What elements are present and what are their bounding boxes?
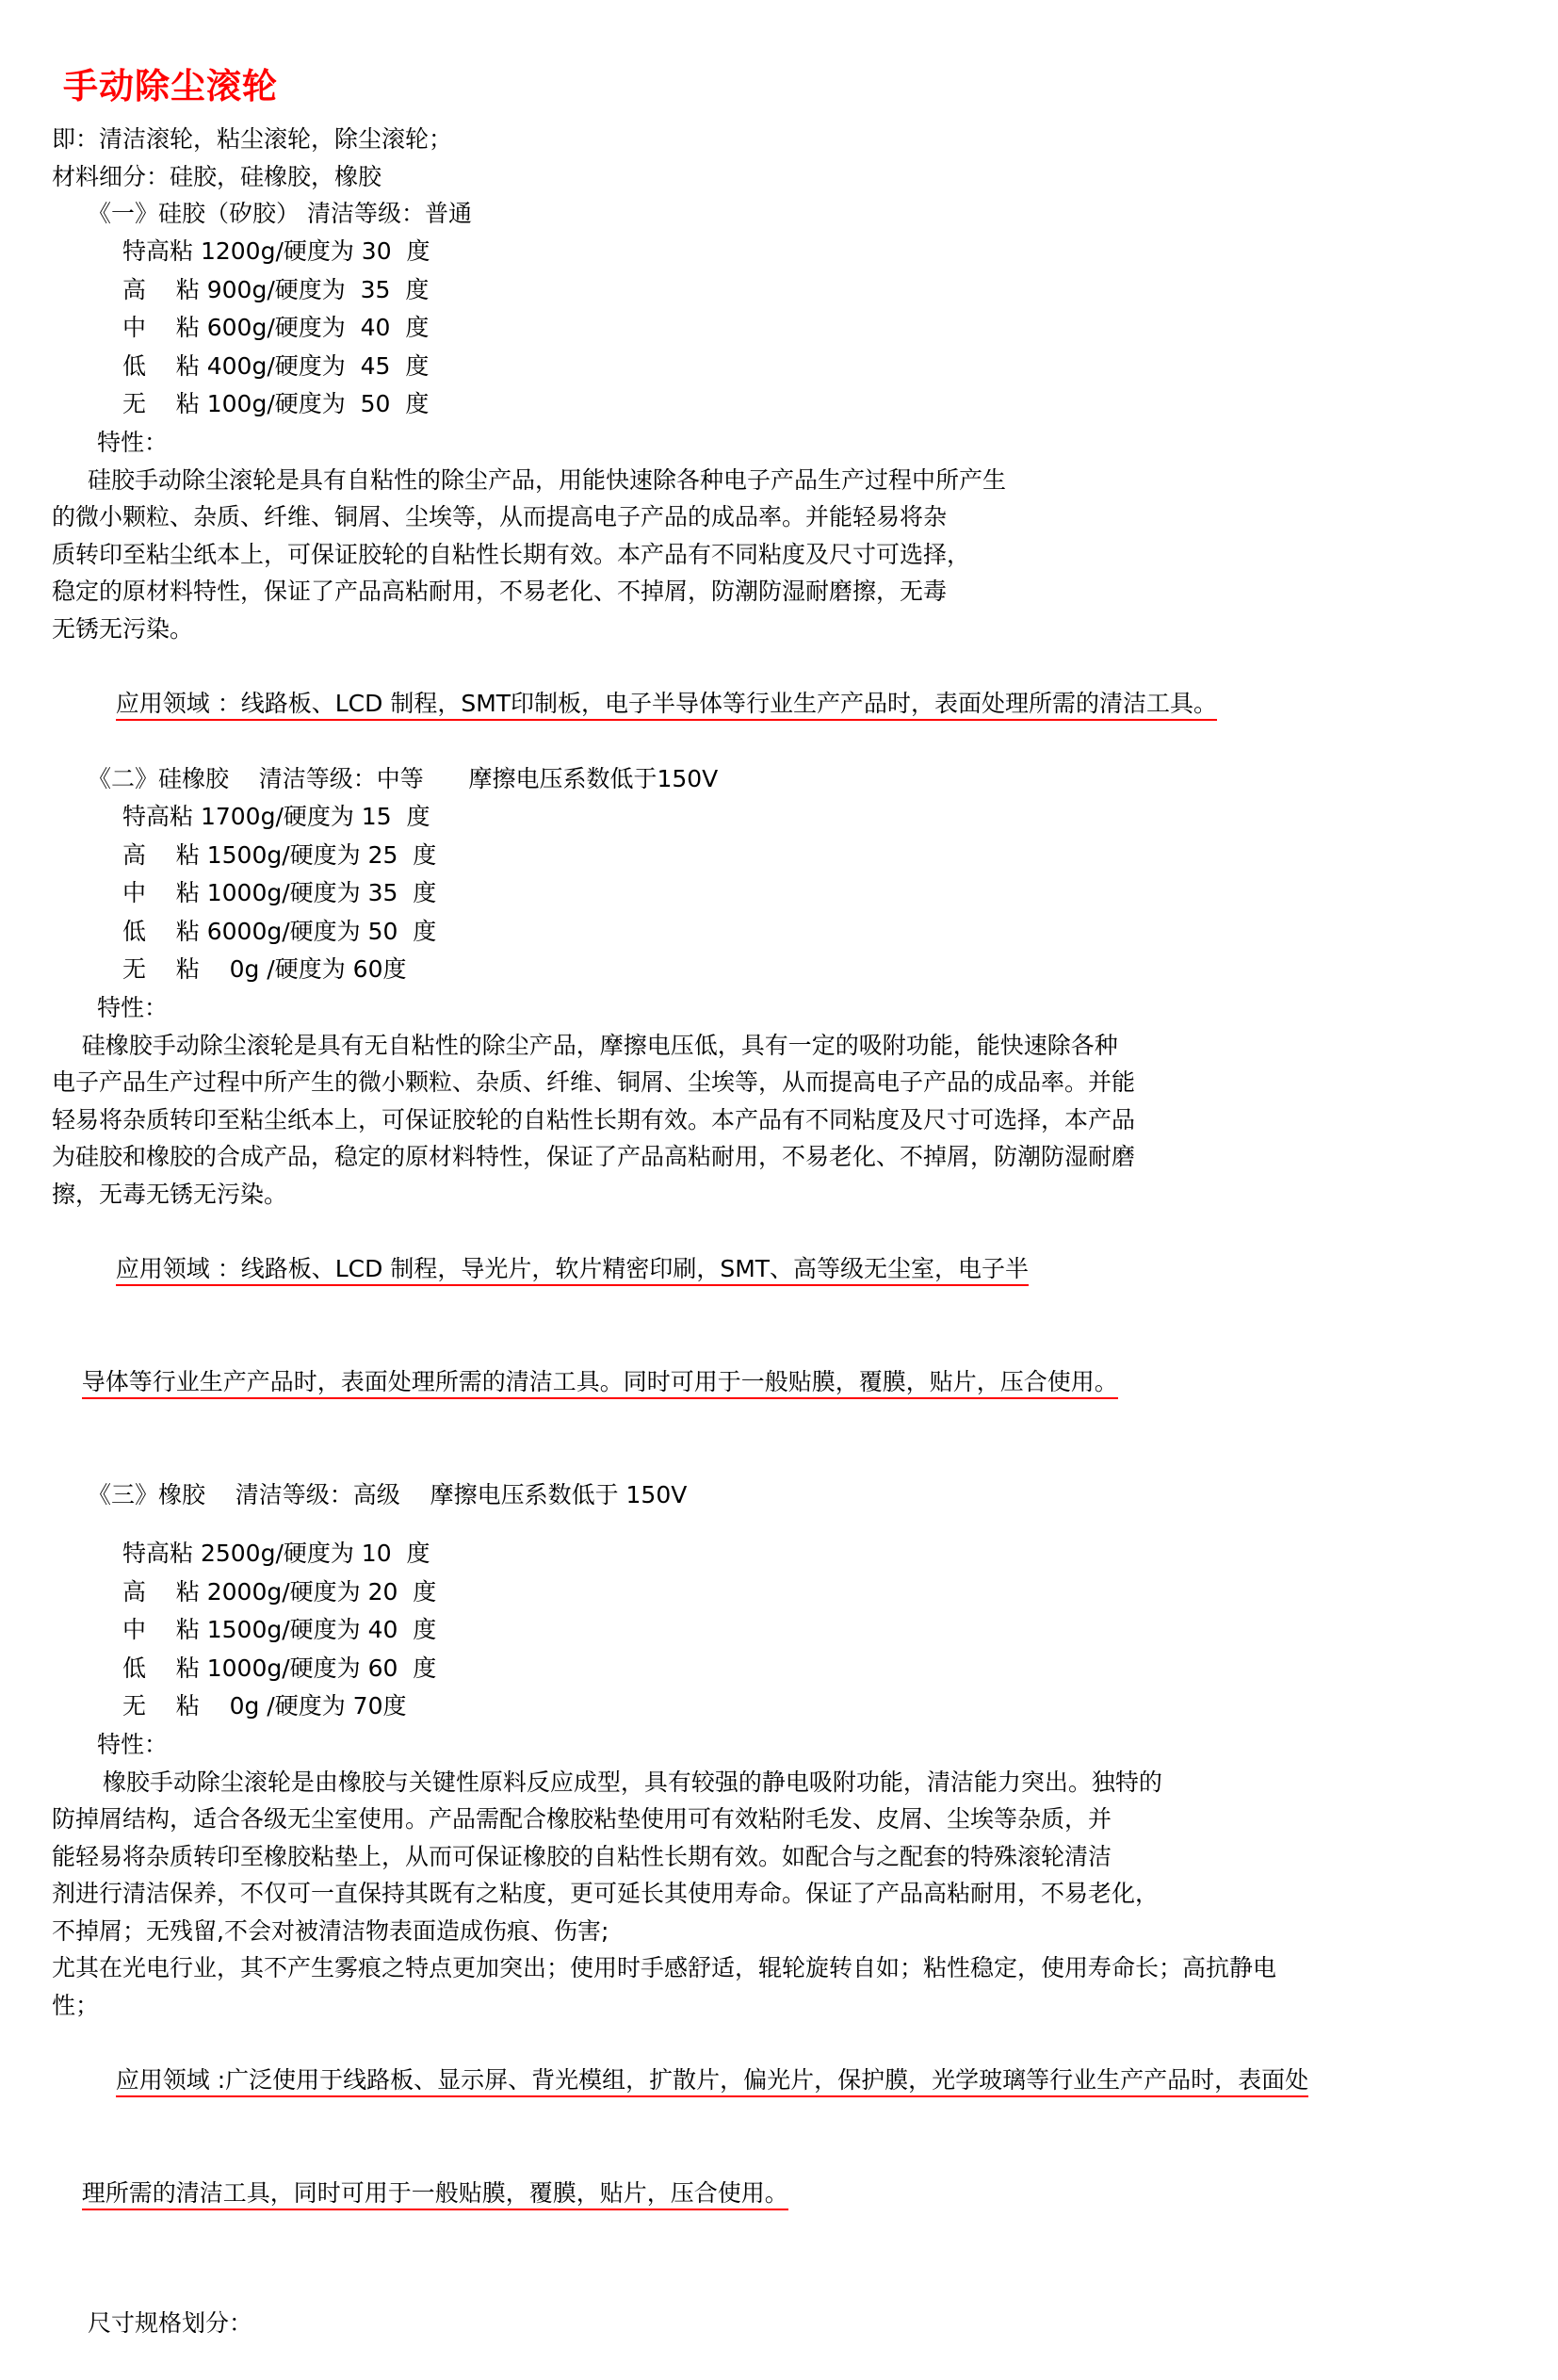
feature-text: 擦，无毒无锈无污染。 xyxy=(52,1180,288,1208)
spec-row: 中 粘 1500g/硬度为 40 度 xyxy=(122,1616,437,1644)
spec-row: 中 粘 600g/硬度为 40 度 xyxy=(122,314,430,342)
footer-line: 尺寸规格划分： xyxy=(88,2309,253,2338)
feature-text: 稳定的原材料特性，保证了产品高粘耐用，不易老化、不掉屑，防潮防湿耐磨擦，无毒 xyxy=(52,578,948,606)
spec-row: 无 粘 100g/硬度为 50 度 xyxy=(122,390,430,418)
page-title: 手动除尘滚轮 xyxy=(63,66,278,106)
intro-line-2: 材料细分：硅胶，硅橡胶，橡胶 xyxy=(52,162,382,190)
feature-text: 硅橡胶手动除尘滚轮是具有无自粘性的除尘产品，摩擦电压低，具有一定的吸附功能，能快速除各种 xyxy=(52,1031,1118,1059)
feature-text: 剂进行清洁保养，不仅可一直保持其既有之粘度，更可延长其使用寿命。保证了产品高粘耐用，不易老化， xyxy=(52,1880,1160,1908)
section-heading-1: 《一》硅胶（矽胶） 清洁等级：普通 xyxy=(88,200,472,228)
application-line: 应用领域 ：线路板、LCD 制程，SMT印制板，电子半导体等行业生产产品时，表面处理所需的清洁工具。 xyxy=(116,690,1217,721)
feature-text: 能轻易将杂质转印至橡胶粘垫上，从而可保证橡胶的自粘性长期有效。如配合与之配套的特殊滚轮清洁 xyxy=(52,1842,1112,1870)
feature-text: 无锈无污染。 xyxy=(52,614,194,643)
spec-row: 中 粘 1000g/硬度为 35 度 xyxy=(122,879,437,907)
application-block-3b xyxy=(52,2137,1506,2250)
feature-text: 不掉屑；无残留,不会对被清洁物表面造成伤痕、伤害; xyxy=(52,1916,609,1945)
spec-row: 低 粘 400g/硬度为 45 度 xyxy=(122,351,430,380)
feature-text: 防掉屑结构，适合各级无尘室使用。产品需配合橡胶粘垫使用可有效粘附毛发、皮屑、尘埃等杂质，并 xyxy=(52,1805,1112,1834)
application-line: 应用领域 ：线路板、LCD 制程，导光片，软片精密印刷，SMT、高等级无尘室，电子半 xyxy=(116,1255,1029,1286)
feature-label-1: 特性： xyxy=(97,428,169,456)
spec-row: 特高粘 1700g/硬度为 15 度 xyxy=(122,803,430,831)
spec-row: 无 粘 0g /硬度为 70度 xyxy=(122,1692,407,1720)
spec-row: 高 粘 2000g/硬度为 20 度 xyxy=(122,1577,437,1606)
spacer xyxy=(52,1514,1506,1535)
feature-text: 尤其在光电行业，其不产生雾痕之特点更加突出；使用时手感舒适，辊轮旋转自如；粘性稳定，使用寿命长；高抗静电 xyxy=(52,1954,1277,1982)
section-heading-3: 《三》橡胶 清洁等级：高级 摩擦电压系数低于 150V xyxy=(88,1481,688,1509)
spec-row: 低 粘 1000g/硬度为 60 度 xyxy=(122,1654,437,1682)
spacer xyxy=(52,2250,1506,2305)
feature-label-3: 特性： xyxy=(97,1730,169,1758)
feature-text: 质转印至粘尘纸本上，可保证胶轮的自粘性长期有效。本产品有不同粘度及尺寸可选择， xyxy=(52,540,971,568)
intro-line-1: 即：清洁滚轮，粘尘滚轮，除尘滚轮； xyxy=(52,125,453,154)
spacer xyxy=(52,1439,1506,1476)
feature-text: 橡胶手动除尘滚轮是由橡胶与关键性原料反应成型，具有较强的静电吸附功能，清洁能力突出。独特的 xyxy=(88,1768,1162,1796)
feature-label-2: 特性： xyxy=(97,993,169,1021)
feature-text: 性； xyxy=(52,1991,100,2019)
feature-text: 轻易将杂质转印至粘尘纸本上，可保证胶轮的自粘性长期有效。本产品有不同粘度及尺寸可选择，本产品 xyxy=(52,1105,1136,1133)
feature-text: 硅胶手动除尘滚轮是具有自粘性的除尘产品，用能快速除各种电子产品生产过程中所产生 xyxy=(88,465,1007,494)
spec-row: 无 粘 0g /硬度为 60度 xyxy=(122,955,407,984)
application-line: 导体等行业生产产品时，表面处理所需的清洁工具。同时可用于一般贴膜，覆膜，贴片，压合使用。 xyxy=(82,1368,1118,1399)
feature-text: 为硅胶和橡胶的合成产品，稳定的原材料特性，保证了产品高粘耐用，不易老化、不掉屑，防潮防湿耐磨 xyxy=(52,1143,1136,1171)
application-block-2a xyxy=(86,1213,1506,1326)
application-block-3a xyxy=(86,2024,1506,2137)
application-block-2b xyxy=(52,1326,1506,1439)
application-line: 应用领域 :广泛使用于线路板、显示屏、背光模组，扩散片，偏光片，保护膜，光学玻璃等行业生产产品时，表面处 xyxy=(116,2066,1308,2097)
section-heading-2: 《二》硅橡胶 清洁等级：中等 摩擦电压系数低于150V xyxy=(88,765,719,793)
spec-row: 特高粘 1200g/硬度为 30 度 xyxy=(122,237,430,266)
application-line: 理所需的清洁工具，同时可用于一般贴膜，覆膜，贴片，压合使用。 xyxy=(82,2179,788,2210)
spec-row: 低 粘 6000g/硬度为 50 度 xyxy=(122,917,437,945)
spec-row: 高 粘 1500g/硬度为 25 度 xyxy=(122,840,437,869)
feature-text: 电子产品生产过程中所产生的微小颗粒、杂质、纤维、铜屑、尘埃等，从而提高电子产品的成品率。并能 xyxy=(52,1068,1136,1097)
feature-text: 的微小颗粒、杂质、纤维、铜屑、尘埃等，从而提高电子产品的成品率。并能轻易将杂 xyxy=(52,503,948,531)
application-block-1 xyxy=(86,647,1506,760)
spec-row: 高 粘 900g/硬度为 35 度 xyxy=(122,275,430,303)
spec-row: 特高粘 2500g/硬度为 10 度 xyxy=(122,1540,430,1568)
